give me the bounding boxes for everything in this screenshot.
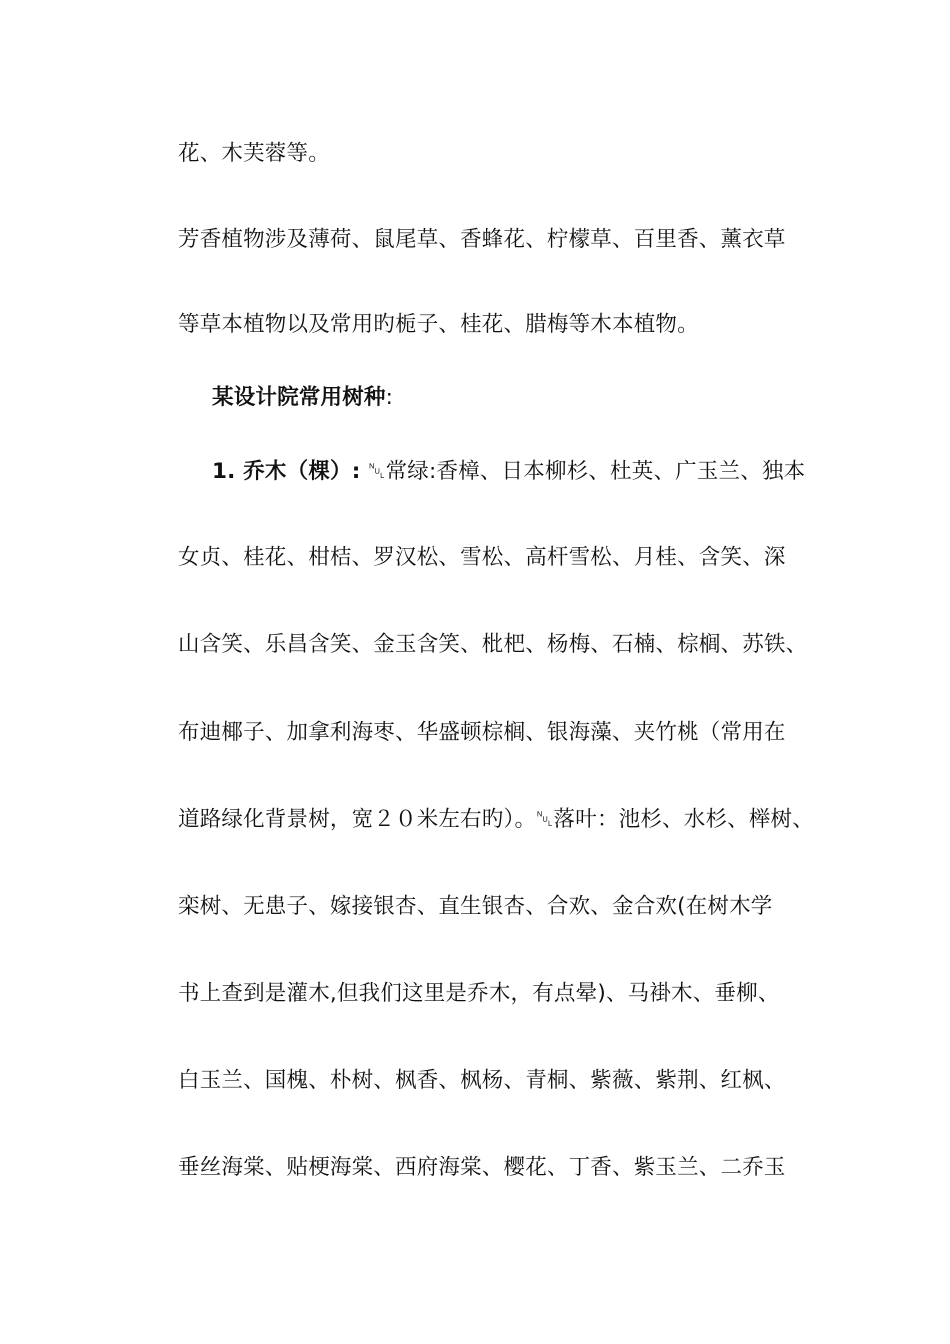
text-line-8: 布迪椰子、加拿利海枣、华盛顿棕榈、银海藻、夹竹桃（常用在 (178, 720, 786, 745)
item-heading-rest: ␀常绿:香樟、日本柳杉、杜英、广玉兰、独本 (368, 459, 806, 484)
section-heading-colon: : (385, 385, 394, 410)
text-line-7: 山含笑、乐昌含笑、金玉含笑、枇杷、杨梅、石楠、棕榈、苏铁、 (178, 632, 808, 657)
text-line-2: 芳香植物涉及薄荷、鼠尾草、香蜂花、柠檬草、百里香、薰衣草 (178, 227, 786, 252)
text-line-11: 书上查到是灌木,但我们这里是乔木，有点晕)、马褂木、垂柳、 (178, 981, 780, 1006)
section-heading (212, 381, 872, 415)
item-heading-trees (212, 455, 872, 489)
text-line-6: 女贞、桂花、柑桔、罗汉松、雪松、高杆雪松、月桂、含笑、深 (178, 545, 786, 570)
item-heading-title: 1. 乔木（棵）: (212, 459, 369, 484)
text-line-9: 道路绿化背景树，宽２０米左右旳）。␀落叶：池杉、水杉、榉树、 (178, 807, 814, 832)
text-line-13: 垂丝海棠、贴梗海棠、西府海棠、樱花、丁香、紫玉兰、二乔玉 (178, 1155, 786, 1180)
text-line-1: 花、木芙蓉等。 (178, 141, 330, 166)
text-line-10: 栾树、无患子、嫁接银杏、直生银杏、合欢、金合欢(在树木学 (178, 894, 773, 919)
text-line-12: 白玉兰、国槐、朴树、枫香、枫杨、青桐、紫薇、紫荆、红枫、 (178, 1068, 786, 1093)
section-heading-title: 某设计院常用树种 (212, 385, 386, 410)
text-line-3: 等草本植物以及常用旳栀子、桂花、腊梅等木本植物。 (178, 312, 699, 337)
